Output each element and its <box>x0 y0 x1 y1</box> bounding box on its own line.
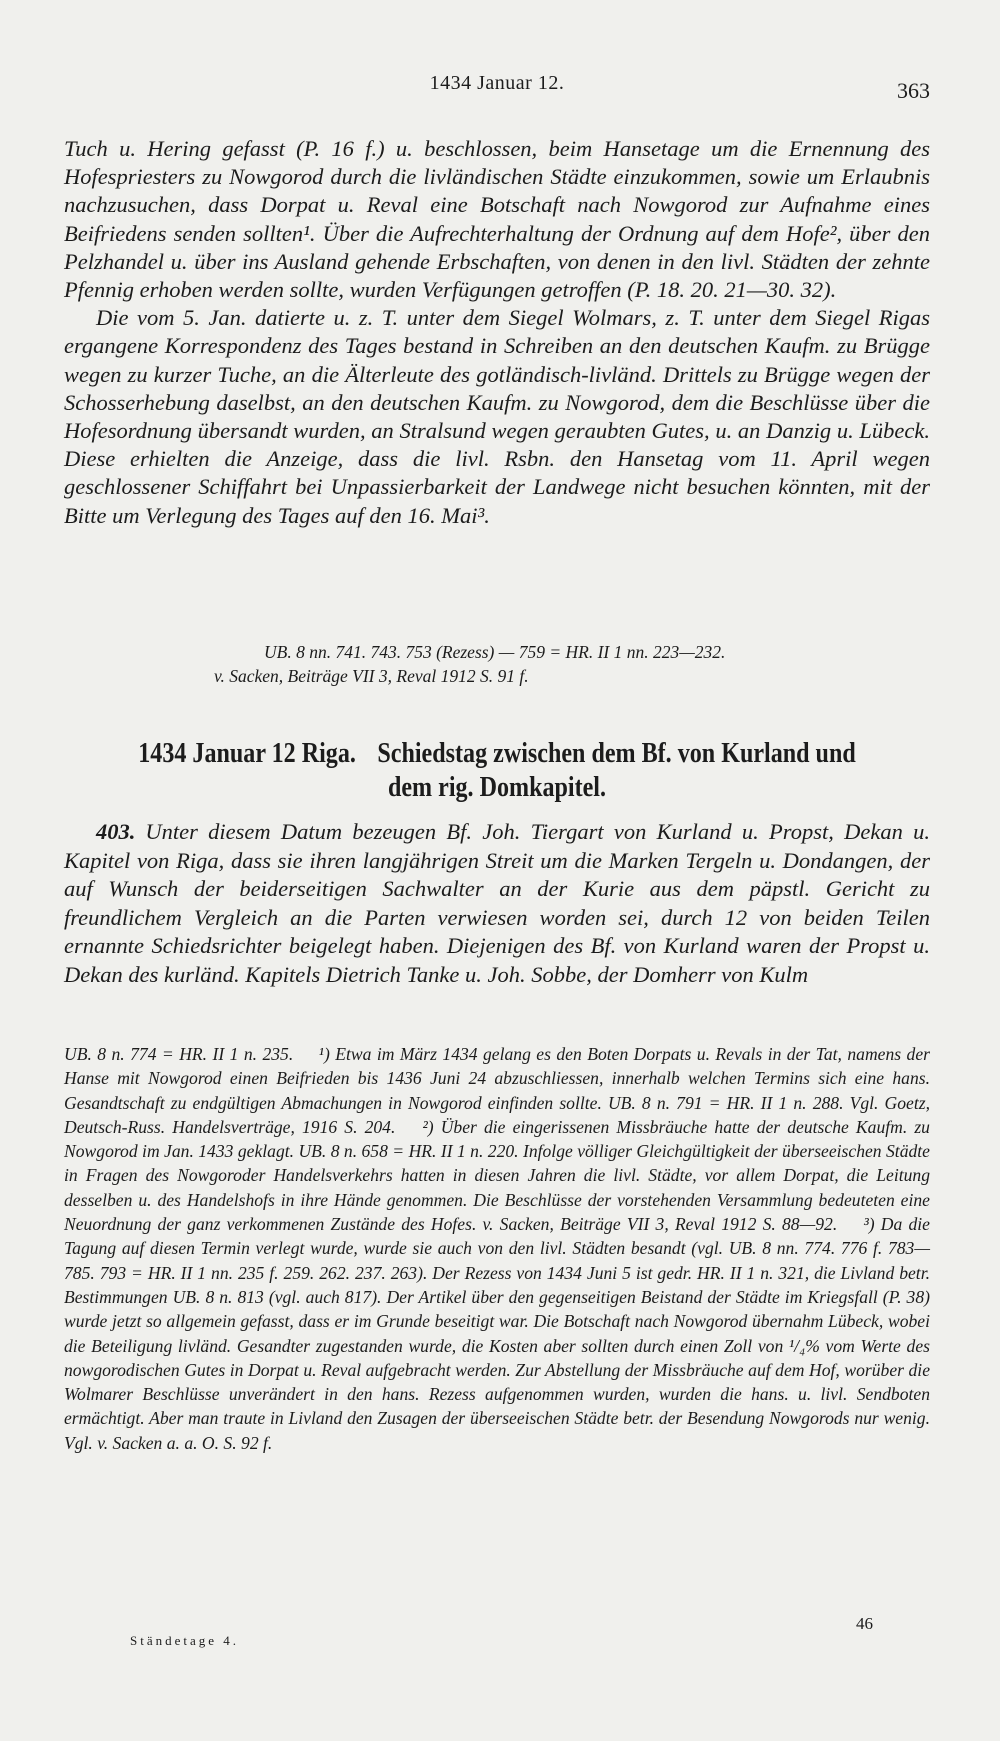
signature-mark: Ständetage 4. <box>130 1633 240 1648</box>
page-number: 363 <box>897 78 930 103</box>
footnote-2: ²) Über die eingerissenen Missbräuche hatte der deutsche Kaufm. zu Nowgorod im Jan. 1433 geklagt. UB. 8 n. 658 = HR. II 1 n. 220. Infolge völliger Gleichgültigkeit der überseeischen Städte in Fragen des Nowgoroder Handelsverkehrs hatten in diesen Jahren die livl. Städte, vor allem Dorpat, die Leitung desselben u. des Handelshofs in ihre Hände genommen. Die Beschlüsse der vorstehenden Versammlung bedeuteten eine Neuordnung der ganz verkommenen Zustände des Hofes. v. Sacken, Beiträge VII 3, Reval 1912 S. 88—92. <box>64 1116 930 1235</box>
footnote-1: ¹) Etwa im März 1434 gelang es den Boten Dorpats u. Revals in der Tat, namens der Hanse mit Nowgorod einen Beifrieden bis 1436 Juni 24 abzuschliessen, innerhalb welchen Termins sich eine hans. Gesandtschaft zu endgültigen Abmachungen in Nowgorod einfinden sollte. UB. 8 n. 791 = HR. II 1 n. 288. Vgl. Goetz, Deutsch-Russ. Handelsverträge, 1916 S. 204. <box>64 1044 930 1137</box>
running-head: 1434 Januar 12. <box>429 72 565 94</box>
reference-line-1: UB. 8 nn. 741. 743. 753 (Rezess) — 759 = HR. II 1 nn. 223—232. <box>264 642 726 662</box>
entry-text <box>64 818 930 990</box>
entry-date-place: 1434 Januar 12 Riga. <box>138 738 356 769</box>
entry-title: Schiedstag zwischen dem Bf. von Kurland und dem rig. Domkapitel. <box>377 738 856 803</box>
reference-line-2: v. Sacken, Beiträge VII 3, Reval 1912 S. 91 f. <box>214 666 529 686</box>
body-text <box>64 135 930 530</box>
footnote-3: ³) Da die Tagung auf diesen Termin verlegt wurde, wurde sie auch von den livl. Städten besandt (vgl. UB. 8 nn. 774. 776 f. 783—785. 793 = HR. II 1 nn. 235 f. 259. 262. 237. 263). Der Rezess von 1434 Juni 5 ist gedr. HR. II 1 n. 321, die Livland betr. Bestimmungen UB. 8 n. 813 (vgl. auch 817). Der Artikel über den gegenseitigen Beistand der Städte im Kriegsfall (P. 38) wurde jetzt so allgemein gefasst, dass er im Grunde beseitigt war. Die Botschaft nach Nowgorod übernahm Lübeck, wobei die Beteiligung livländ. Gesandter zugestanden wurde, die Kosten aber sollten durch einen Zoll von ¹/₄% vom Werte des nowgorodischen Gutes in Dorpat u. Reval aufgebracht werden. Zur Abstellung der Missbräuche auf dem Hof, worüber die Wolmarer Beschlüsse unverändert in den hans. Rezess aufgenommen wurden, wurden die hans. u. livl. Sendboten ermächtigt. Aber man traute in Livland den Zusagen der überseeischen Städte betr. der Besendung Nowgorods nur wenig. Vgl. v. Sacken a. a. O. S. 92 f. <box>64 1214 930 1453</box>
entry-number: 403. <box>96 819 136 844</box>
entry-body: Unter diesem Datum bezeugen Bf. Joh. Tiergart von Kurland u. Propst, Dekan u. Kapitel von Riga, dass sie ihren langjährigen Streit um die Marken Tergeln u. Dondangen, der auf Wunsch der beiderseitigen Sachwalter an der Kurie aus dem päpstl. Gericht zu freundlichem Vergleich an die Parten verwiesen worden sei, durch 12 von beiden Teilen ernannte Schiedsrichter beigelegt haben. Diejenigen des Bf. von Kurland waren der Propst u. Dekan des kurländ. Kapitels Dietrich Tanke u. Joh. Sobbe, der Domherr von Kulm <box>64 819 930 987</box>
footnotes <box>64 1042 930 1455</box>
paragraph-2: Die vom 5. Jan. datierte u. z. T. unter dem Siegel Wolmars, z. T. unter dem Siegel Rigas ergangene Korrespondenz des Tages bestand in Schreiben an den deutschen Kaufm. zu Brügge wegen zu kurzer Tuche, an die Älterleute des gotländisch-livländ. Drittels zu Brügge wegen der Schosserhebung daselbst, an den deutschen Kaufm. zu Nowgorod, dem die Beschlüsse über die Hofesordnung übersandt wurden, an Stralsund wegen geraubten Gutes, u. an Danzig u. Lübeck. Diese erhielten die Anzeige, dass die livl. Rsbn. den Hansetag vom 11. April wegen geschlossener Schiffahrt bei Unpassierbarkeit der Landwege nicht besuchen könnten, mit der Bitte um Verlegung des Tages auf den 16. Mai³. <box>64 305 930 528</box>
footnote-lead: UB. 8 n. 774 = HR. II 1 n. 235. <box>64 1044 294 1064</box>
paragraph-1: Tuch u. Hering gefasst (P. 16 f.) u. beschlossen, beim Hansetage um die Ernennung des Hofespriesters zu Nowgorod durch die livländischen Städte einzukommen, sowie um Erlaubnis nachzusuchen, dass Dorpat u. Reval eine Botschaft nach Nowgorod zur Aufnahme eines Beifriedens senden sollten¹. Über die Aufrechterhaltung der Ordnung auf dem Hofe², über den Pelzhandel u. über ins Ausland gehende Erbschaften, von denen in den livl. Städten der zehnte Pfennig erhoben werden sollte, wurden Verfügungen getroffen (P. 18. 20. 21—30. 32). <box>64 136 930 303</box>
page-header <box>64 72 930 102</box>
entry-heading <box>125 737 870 805</box>
sheet-number: 46 <box>856 1614 873 1633</box>
